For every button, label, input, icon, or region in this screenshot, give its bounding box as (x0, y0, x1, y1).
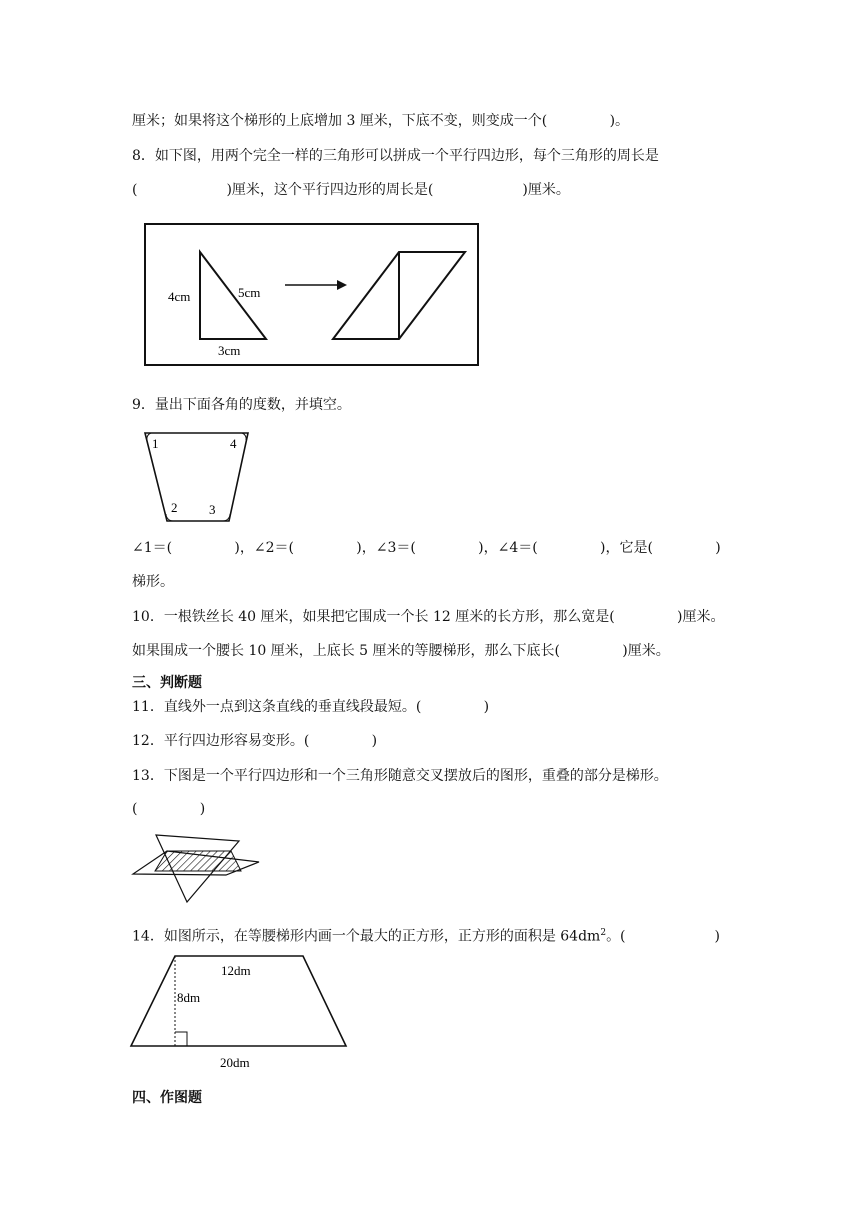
section-4-heading: 四、作图题 (132, 1090, 202, 1106)
q14-figure (128, 950, 352, 1074)
q12: 12．平行四边形容易变形。( ) (132, 733, 378, 749)
right-angle-mark (175, 1032, 187, 1046)
q14-text (132, 923, 720, 947)
angle-1-label: 1 (152, 436, 159, 451)
q8-figure (144, 223, 480, 367)
height-label: 8dm (177, 990, 201, 1005)
q7-tail: 厘米；如果将这个梯形的上底增加 3 厘米，下底不变，则变成一个( )。 (132, 113, 630, 129)
q9-text: 9．量出下面各角的度数，并填空。 (132, 397, 351, 413)
q9-answers: ∠1＝( )，∠2＝( )，∠3＝( )，∠4＝( )，它是( ) (132, 540, 721, 556)
q10-line2: 如果围成一个腰长 10 厘米，上底长 5 厘米的等腰梯形，那么下底长( )厘米。 (132, 643, 670, 659)
q8-line2: ( )厘米，这个平行四边形的周长是( )厘米。 (132, 182, 570, 198)
section-3-heading: 三、判断题 (132, 675, 202, 691)
bottom-base-label: 20dm (220, 1055, 250, 1070)
q13-line2: ( ) (132, 801, 206, 817)
arrow-head (337, 280, 347, 290)
angle-3-label: 3 (209, 502, 216, 517)
q13-figure (130, 832, 265, 904)
triangle-hyp-label: 5cm (238, 285, 261, 300)
q11: 11．直线外一点到这条直线的垂直线段最短。( ) (132, 699, 490, 715)
angle-4-label: 4 (230, 436, 237, 451)
q14-text-tail: 。( ) (606, 928, 720, 945)
q9-answers2: 梯形。 (132, 574, 174, 590)
q8-line1: 8．如下图，用两个完全一样的三角形可以拼成一个平行四边形，每个三角形的周长是 (132, 148, 659, 164)
angle-2-label: 2 (171, 500, 178, 515)
triangle-bottom-label: 3cm (218, 343, 241, 358)
q14-superscript: 2 (600, 928, 607, 938)
triangle-left-label: 4cm (168, 289, 191, 304)
q13-line1: 13．下图是一个平行四边形和一个三角形随意交叉摆放后的图形，重叠的部分是梯形。 (132, 768, 668, 784)
top-base-label: 12dm (221, 963, 251, 978)
q10-line1: 10．一根铁丝长 40 厘米，如果把它围成一个长 12 厘米的长方形，那么宽是( )厘米。 (132, 609, 725, 625)
q14-text-main: 14．如图所示，在等腰梯形内画一个最大的正方形，正方形的面积是 64dm (132, 928, 601, 945)
q9-trapezoid-figure (138, 428, 258, 528)
